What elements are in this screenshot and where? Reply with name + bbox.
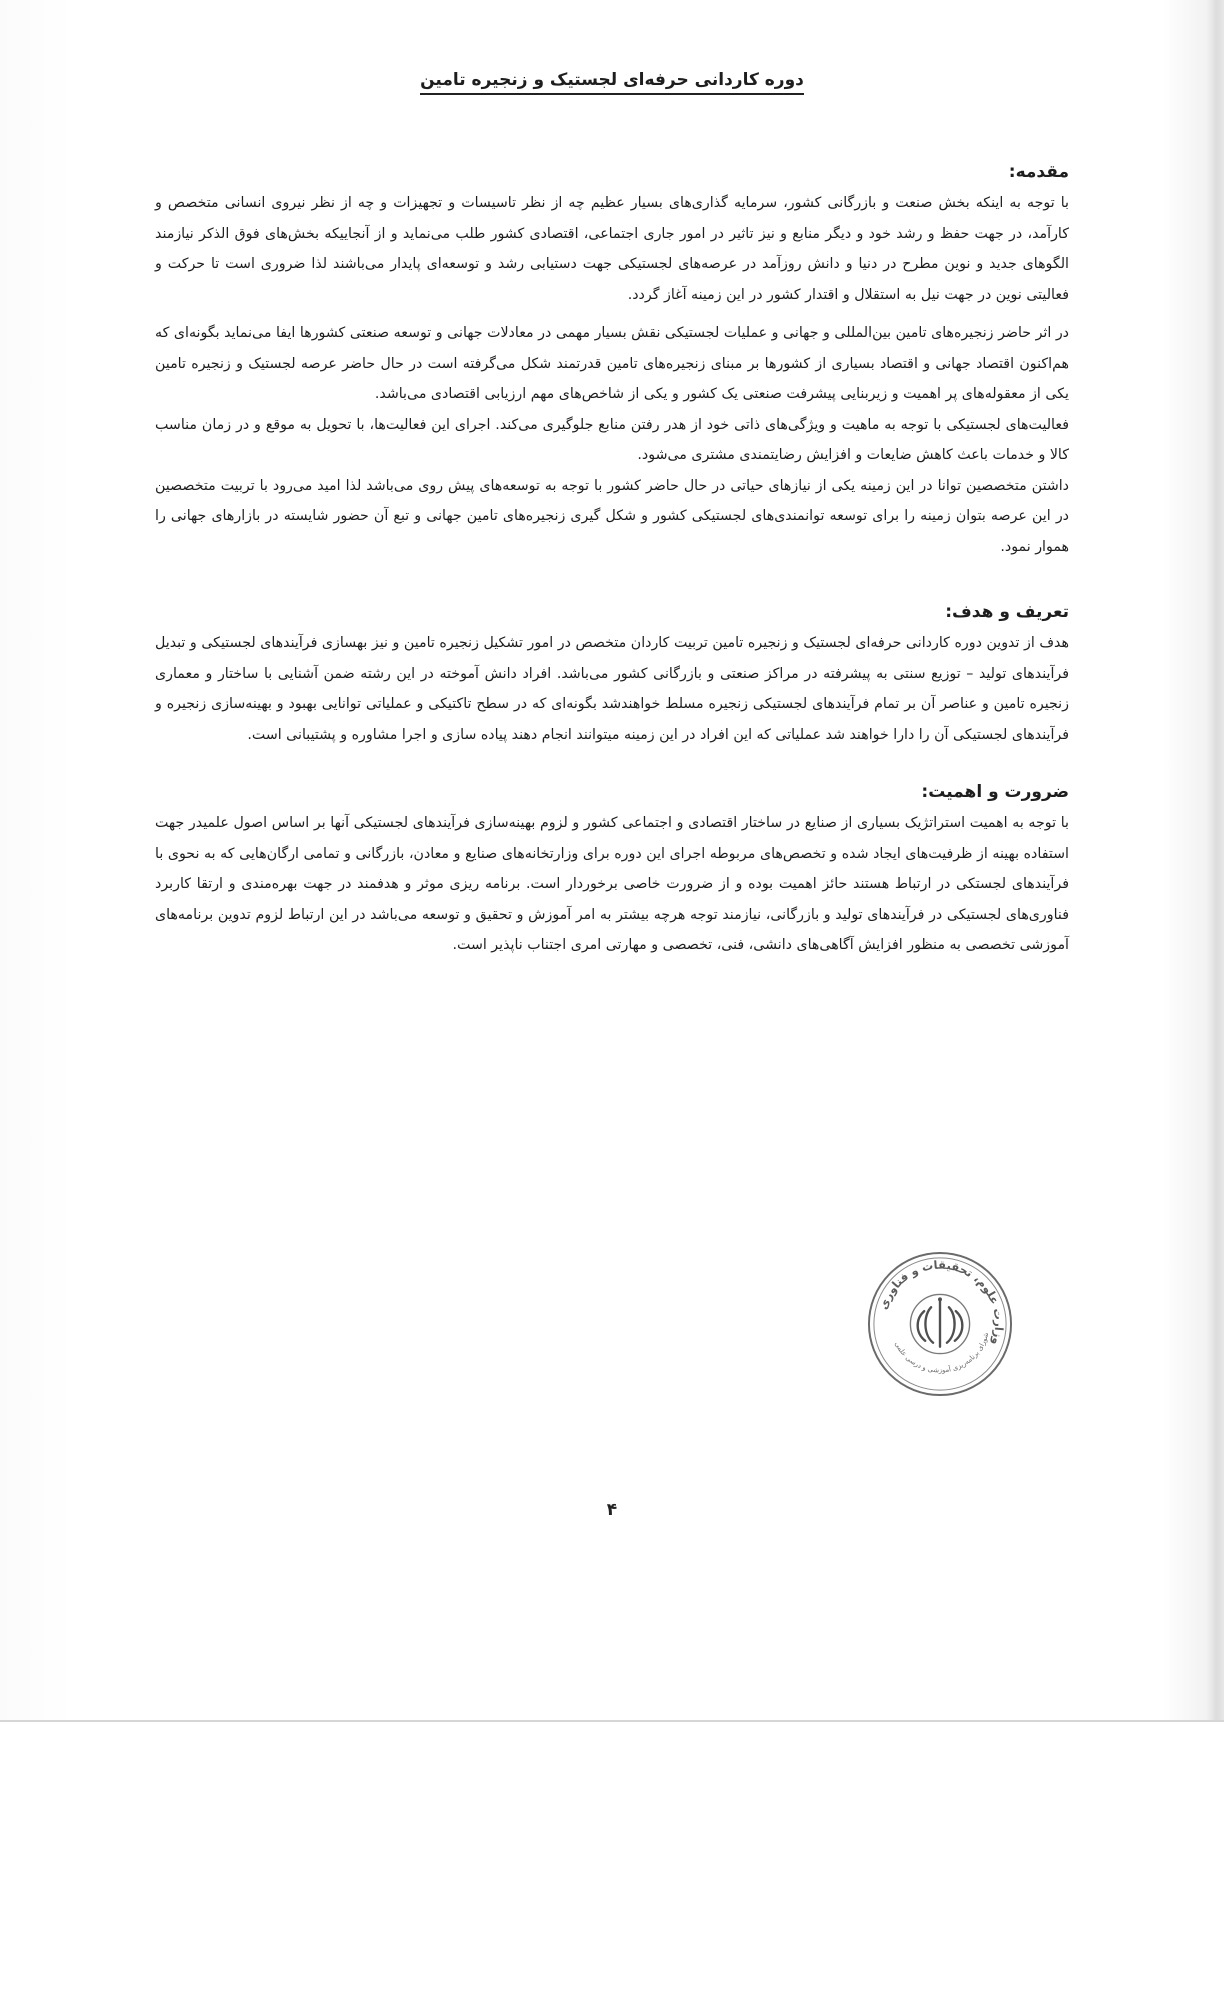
scan-edge-line: [0, 1720, 1224, 1722]
section-introduction: [155, 162, 1069, 562]
intro-paragraph-3: فعالیت‌های لجستیکی با توجه به ماهیت و ویژگی‌های ذاتی خود از هدر رفتن منابع جلوگیری می‌کند. اجرای این فعالیت‌ها، با تحویل به موقع و در زمان مناسب کالا و خدمات باعث کاهش ضایعات و افزایش رضایتمندی مشتری می‌شود.: [155, 416, 1069, 463]
seal-lower-text: شورای برنامه‌ریزی آموزشی و درسی علمی: [893, 1331, 991, 1375]
section-necessity-importance: [155, 782, 1069, 961]
section-heading-definition-goal: تعریف و هدف:: [945, 602, 1069, 622]
document-body: [155, 52, 1069, 961]
iran-emblem-icon: [918, 1297, 963, 1346]
document-title-text: دوره کاردانی حرفه‌ای لجستیک و زنجیره تامین: [420, 70, 804, 95]
ministry-seal-stamp: [866, 1250, 1014, 1398]
document-title: [155, 70, 1069, 90]
definition-paragraph: هدف از تدوین دوره کاردانی حرفه‌ای لجستیک و زنجیره تامین تربیت کاردان متخصص در امور تشکیل زنجیره تامین و نیز بهسازی فرآیندهای لجستیکی و تبدیل فرآیندهای تولید – توزیع سنتی به پیشرفته در مراکز صنعتی و بازرگانی کشور می‌باشد. افراد دانش آموخته در این رشته ضمن آشنایی با ساختار و معماری زنجیره تامین و عناصر آن بر تمام فرآیندهای لجستیکی زنجیره مسلط خواهندشد بگونه‌ای که در سطح تاکتیکی و عملیاتی توانایی بهبود و بهینه‌سازی زنجیره و فرآیندهای لجستیکی آن را دارا خواهند شد عملیاتی که این افراد در این زمینه میتوانند انجام دهند پیاده سازی و اجرا مشاوره و پشتیبانی است.: [155, 635, 1069, 743]
intro-paragraph-1: با توجه به اینکه بخش صنعت و بازرگانی کشور، سرمایه گذاری‌های بسیار عظیم چه از نظر تاسیسات و تجهیزات و چه از نظر نیروی انسانی متخصص و کارآمد، در جهت حفظ و رشد خود و دیگر منابع و نیز تاثیر در امور جاری اجتماعی، اقتصادی کشور طلب می‌نماید و از آنجاییکه بخش‌های فوق الذکر نیازمند الگوهای جدید و نوین مطرح در دنیا و دانش روزآمد در عرصه‌های لجستیکی جهت دستیابی رشد و توسعه‌ای پایدار می‌باشند لذا ضروری است تا حرکت و فعالیتی نوین در جهت نیل به استقلال و اقتدار کشور در این زمینه آغاز گردد.: [155, 195, 1069, 303]
section-heading-necessity-importance: ضرورت و اهمیت:: [921, 782, 1069, 802]
seal-ring-text: وزارت علوم، تحقیقات و فناوری: [875, 1257, 1007, 1348]
page-number: ۴: [606, 1500, 618, 1520]
intro-paragraph-4: داشتن متخصصین توانا در این زمینه یکی از نیازهای حیاتی در حال حاضر کشور با توجه به توسعه‌های پیش روی می‌باشد لذا امید می‌رود با تربیت متخصصین در این عرصه بتوان زمینه را برای توسعه توانمندی‌های لجستیکی کشور و شکل گیری زنجیره‌های تامین جهانی و تبع آن حضور شایسته در بازارهای جهانی را هموار نمود.: [155, 477, 1069, 555]
intro-paragraph-2: در اثر حاضر زنجیره‌های تامین بین‌المللی و جهانی و عملیات لجستیکی نقش بسیار مهمی در معادلات جهانی و توسعه صنعتی کشورها ایفا می‌نماید بگونه‌ای که هم‌اکنون اقتصاد جهانی و اقتصاد بسیاری از کشورها بر مبنای زنجیره‌های تامین قدرتمند شکل می‌گرفته است در حال حاضر عرصه لجستیک و زنجیره تامین یکی از معقوله‌های پر اهمیت و زیربنایی پیشرفت صنعتی یک کشور و یکی از شاخص‌های مهم ارزیابی اقتصادی می‌باشد.: [155, 325, 1069, 402]
necessity-paragraph: با توجه به اهمیت استراتژیک بسیاری از صنایع در ساختار اقتصادی و اجتماعی کشور و لزوم بهینه‌سازی فرآیندهای لجستیکی آنها بر اساس اصول علمیدر جهت استفاده بهینه از ظرفیت‌های ایجاد شده و تخصص‌های مربوطه اجرای این دوره برای وزارتخانه‌های صنایع و معادن، بازرگانی و تمامی ارگان‌هایی که به نحوی با فرآیندهای لجستکی در ارتباط هستند حائز اهمیت بوده و از ضرورت خاصی برخوردار است. برنامه ریزی موثر و هدفمند در جهت بهره‌مندی و ارتقا کاربرد فناوری‌های لجستیکی در فرآیندهای تولید و بازرگانی، نیازمند توجه هرچه بیشتر به امر آموزش و تحقیق و توسعه می‌باشد در این ارتباط لزوم تدوین برنامه‌های آموزشی تخصصی به منظور افزایش آگاهی‌های دانشی، فنی، تخصصی و مهارتی امری اجتناب ناپذیر است.: [155, 815, 1069, 953]
section-definition-goal: [155, 602, 1069, 750]
section-heading-introduction: مقدمه:: [1008, 162, 1069, 182]
